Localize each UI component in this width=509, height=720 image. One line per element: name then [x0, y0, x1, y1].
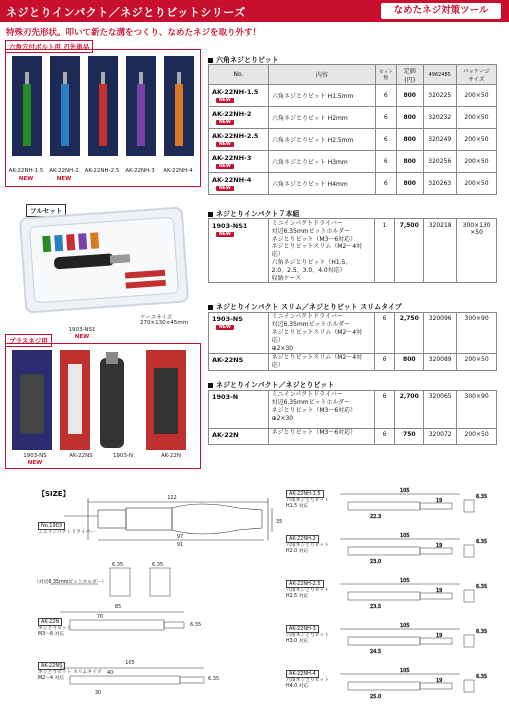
hex-section-label: 六角穴付ボルト用 刃先単品 [5, 40, 93, 53]
row-content-line: ⊕2×30 [271, 345, 294, 352]
col-pkg: パッケージ サイズ [456, 65, 496, 85]
hex-dim-635: 6.35 [476, 674, 488, 680]
hex-bit-tip [25, 72, 29, 84]
set-pkg: 300×130 ×50 [457, 219, 497, 283]
col-content: 内容 [269, 65, 376, 85]
row-code: 1903-NS NEW [209, 313, 269, 354]
hex-bit-outline [464, 545, 474, 557]
full-set-label: フルセット [26, 204, 66, 217]
table-row [209, 173, 497, 195]
plus-product-code: 1903-N [112, 453, 134, 459]
row-pkg: 200×50 [457, 354, 497, 371]
hex-dim-105: 105 [400, 488, 410, 494]
hex-dim-105: 105 [400, 668, 410, 674]
plus-products-photo [5, 343, 201, 469]
hex-dim-19: 19 [436, 498, 443, 504]
header-tag: なめたネジ対策ツール [381, 3, 501, 19]
row-code: AK-22NH-3 NEW [209, 151, 269, 173]
row-pkg: 200×50 [457, 429, 497, 445]
full-set-code: 1903-NS1 [68, 327, 96, 333]
hex-bit-size-label: AK-22NH-1.5 六角ネジとりビット H1.5 対応 [286, 491, 329, 509]
hex-dim-635: 6.35 [476, 629, 488, 635]
dim-122: 122 [167, 495, 177, 501]
hex-bit-body [99, 84, 107, 146]
row-price: 2,700 [395, 391, 424, 429]
hex-bit-outline [464, 590, 474, 602]
row-jan: 320256 [423, 151, 456, 173]
hex-dim-635: 6.35 [476, 494, 488, 500]
hex-dim-19: 19 [436, 633, 443, 639]
plus-section-label: プラスネジ用 [5, 334, 52, 347]
table-slim [208, 312, 497, 371]
row-jan: 320225 [423, 85, 456, 107]
hex-dim-635: 6.35 [476, 584, 488, 590]
hex-dim-19: 19 [436, 678, 443, 684]
row-content-line: ネジとりビットスリム（M2〜4対応） [271, 329, 363, 344]
row-content [268, 313, 374, 354]
row-price: 800 [395, 354, 424, 371]
set-content [268, 219, 374, 283]
table-standard [208, 390, 497, 445]
row-code: AK-22NH-1.5 NEW [209, 85, 269, 107]
row-content-line: ネジとりビット（M3〜6対応） [271, 429, 357, 436]
hex-bit-body [175, 84, 183, 146]
row-price: 800 [396, 173, 423, 195]
row-code: AK-22NS [209, 354, 269, 371]
full-set-case [19, 206, 189, 313]
dim-85: 85 [114, 604, 122, 610]
row-content: 六角ネジとりビット H2.5mm [269, 129, 376, 151]
hex-bit-outline [464, 500, 474, 512]
hex-bit-body [23, 84, 31, 146]
row-content-line: ミニインパクトドライバー [271, 391, 343, 398]
hex-bit-body [137, 84, 145, 146]
row-code: 1903-N [209, 391, 269, 429]
hex-dim-105: 105 [400, 578, 410, 584]
col-jan: 4962485 [423, 65, 456, 85]
hex-bit-code: AK-22NH-2.5 [84, 168, 120, 174]
row-code: AK-22NH-4 NEW [209, 173, 269, 195]
table-row [209, 85, 497, 107]
row-set: 6 [375, 107, 396, 129]
plus-product-code: AK-22N [161, 453, 181, 459]
hex-bit-outline [348, 592, 420, 600]
col-set: セット数 [375, 65, 396, 85]
section-slim: ネジとりインパクト スリム／ネジとりビット スリムタイプ [208, 302, 402, 312]
ak22ns-label: AK-22NS ネジとりビット スリムタイプ M2〜4 対応 [38, 663, 102, 681]
hex-bit-outline [348, 547, 420, 555]
row-set: 6 [374, 391, 395, 429]
row-pkg: 300×90 [457, 391, 497, 429]
set-content-line: 六角ネジとりビット（H1.5、 [271, 258, 352, 266]
row-jan: 320089 [424, 354, 457, 371]
row-jan: 320096 [424, 313, 457, 354]
hex-bit-outline [464, 680, 474, 692]
hex-bit-code: AK-22NH-2 [49, 168, 79, 174]
hex-dim-635: 6.35 [476, 539, 488, 545]
hex-dim-value: 25.0 [370, 694, 382, 700]
hex-dim-105: 105 [400, 533, 410, 539]
dim-105: 105 [125, 660, 135, 666]
row-price: 750 [395, 429, 424, 445]
hex-dim-value: 22.3 [370, 514, 382, 520]
table-hex-bits [208, 64, 497, 195]
row-pkg: 200×50 [456, 151, 496, 173]
header-bar [0, 0, 509, 22]
hex-bit-size-label: AK-22NH-2.5 六角ネジとりビット H2.5 対応 [286, 581, 329, 599]
table-row [209, 313, 497, 354]
row-set: 6 [375, 173, 396, 195]
row-code: AK-22NH-2.5 NEW [209, 129, 269, 151]
table-row [209, 429, 497, 445]
row-price: 800 [396, 129, 423, 151]
set-price: 7,500 [395, 219, 424, 283]
hex-bit-tip [139, 72, 143, 84]
row-jan: 320249 [423, 129, 456, 151]
table-row [209, 151, 497, 173]
page-title: ネジとりインパクト／ネジとりビットシリーズ [6, 6, 246, 19]
row-code: AK-22N [209, 429, 269, 445]
row-content: 六角ネジとりビット H2mm [269, 107, 376, 129]
row-pkg: 300×90 [457, 313, 497, 354]
plus-product-new-badge: NEW [27, 460, 43, 466]
hex-bit-outline [348, 682, 420, 690]
set-content-line: ネジとりビットスリム（M2〜4対応） [271, 243, 363, 259]
ak22n-label: AK-22N ネジとりビット M3〜6 対応 [38, 619, 72, 637]
row-set: 6 [374, 313, 395, 354]
hex-dim-105: 105 [400, 623, 410, 629]
row-content-line: ⊕2×30 [271, 415, 294, 422]
case-size-dims: 270×130×45mm [140, 320, 188, 326]
hex-bit-outline [348, 637, 420, 645]
row-jan: 320065 [424, 391, 457, 429]
section-seven-set: ネジとりインパクト７本組 [208, 209, 300, 219]
row-code: AK-22NH-2 NEW [209, 107, 269, 129]
table-row [209, 391, 497, 429]
dim-97: 97 [176, 534, 184, 540]
hex-bit-tip [63, 72, 67, 84]
row-set: 6 [374, 354, 395, 371]
row-jan: 320072 [424, 429, 457, 445]
table-row [209, 354, 497, 371]
row-jan: 320263 [423, 173, 456, 195]
row-pkg: 200×50 [456, 85, 496, 107]
set-content-line: ネジとりビット（M3〜6対応） [271, 235, 357, 243]
hex-bits-photo [5, 49, 201, 187]
hex-bit-code: AK-22NH-3 [125, 168, 155, 174]
full-set-new-badge: NEW [74, 334, 90, 340]
dim-35: 35 [276, 519, 283, 525]
row-set: 6 [374, 429, 395, 445]
row-pkg: 200×50 [456, 107, 496, 129]
row-content: 六角ネジとりビット H3mm [269, 151, 376, 173]
hex-bit-size-label: AK-22NH-3 六角ネジとりビット H3.0 対応 [286, 626, 329, 644]
row-set: 6 [375, 85, 396, 107]
set-content-line: 対辺6.35mmビットホルダー [271, 227, 351, 235]
hex-bit-outline [348, 502, 420, 510]
col-price: 定価 (円) [396, 65, 423, 85]
hex-dim-value: 23.0 [370, 559, 382, 565]
row-price: 800 [396, 151, 423, 173]
set-content-line: ミニインパクトドライバー [271, 220, 343, 227]
hex-bit-tip [101, 72, 105, 84]
dim-30: 30 [94, 690, 102, 696]
hex-bit-tip [177, 72, 181, 84]
size-title: 【SIZE】 [38, 490, 70, 498]
hex-dim-19: 19 [436, 543, 443, 549]
table-row [209, 107, 497, 129]
hex-bit-size-label: AK-22NH-4 六角ネジとりビット H4.0 対応 [286, 671, 329, 689]
plus-product-code: 1903-NS [23, 453, 47, 459]
row-set: 6 [375, 151, 396, 173]
row-content [268, 354, 374, 371]
table-row [209, 129, 497, 151]
set-content-line: 収納ケース [271, 274, 302, 282]
hex-bit-code: AK-22NH-1.5 [8, 168, 44, 174]
plus-products-illustration [6, 344, 200, 452]
holder-label: （対辺6.35mmビットホルダー） [34, 580, 107, 585]
hex-bit-size-label: AK-22NH-2 六角ネジとりビット H2.0 対応 [286, 536, 329, 554]
set-count: 1 [374, 219, 395, 283]
row-content: 六角ネジとりビット H1.5mm [269, 85, 376, 107]
dim-91: 91 [176, 542, 184, 548]
row-content: 六角ネジとりビット H4mm [269, 173, 376, 195]
set-jan: 320218 [424, 219, 457, 283]
tagline: 特殊刃先形状。叩いて新たな溝をつくり、なめたネジを取り外す！ [6, 28, 262, 38]
row-content-line: ネジとりビット（M3〜6対応） [271, 407, 357, 414]
table-seven-set [208, 218, 497, 283]
case-size-label: ケースサイズ [140, 315, 173, 321]
hex-dim-value: 23.5 [370, 604, 382, 610]
row-price: 800 [396, 85, 423, 107]
hex-bit-body [61, 84, 69, 146]
table-row: 1903-NS1 NEW [209, 219, 269, 283]
row-pkg: 200×50 [456, 129, 496, 151]
row-content-line: 対辺6.35mmビットホルダー [271, 321, 351, 328]
dim-40: 40 [106, 670, 114, 676]
row-content [268, 391, 374, 429]
hex-bit-code: AK-22NH-4 [163, 168, 193, 174]
dim-635d: 6.35 [208, 676, 220, 682]
dim-70: 70 [96, 614, 104, 620]
dim-635c: 6.35 [190, 622, 202, 628]
hex-dim-value: 24.5 [370, 649, 382, 655]
col-no: No. [209, 65, 269, 85]
dim-635a: 6.35 [112, 562, 124, 568]
section-standard: ネジとりインパクト／ネジとりビット [208, 380, 334, 390]
section-hex-bits: 六角ネジとりビット [208, 55, 279, 65]
dim-635b: 6.35 [152, 562, 164, 568]
row-content-line: ミニインパクトドライバー [271, 313, 343, 320]
row-set: 6 [375, 129, 396, 151]
row-pkg: 200×50 [456, 173, 496, 195]
hex-bit-outline [464, 635, 474, 647]
row-jan: 320232 [423, 107, 456, 129]
row-content-line: ネジとりビットスリム（M2〜4対応） [271, 354, 363, 369]
full-set-illustration [21, 209, 187, 312]
row-price: 800 [396, 107, 423, 129]
row-content [268, 429, 374, 445]
hex-dim-19: 19 [436, 588, 443, 594]
row-price: 2,750 [395, 313, 424, 354]
row-content-line: 対辺6.35mmビットホルダー [271, 399, 351, 406]
hex-bit-new-badge: NEW [56, 176, 72, 182]
hex-bit-new-badge: NEW [18, 176, 34, 182]
hex-bits-illustration [6, 50, 200, 160]
dimension-drawings [0, 480, 509, 720]
set-content-line: 2.0、2.5、3.0、4.0対応） [271, 266, 346, 274]
plus-product-code: AK-22NS [69, 453, 93, 459]
driver-label: No.1903 ミニインパクトドライバー [38, 523, 95, 535]
